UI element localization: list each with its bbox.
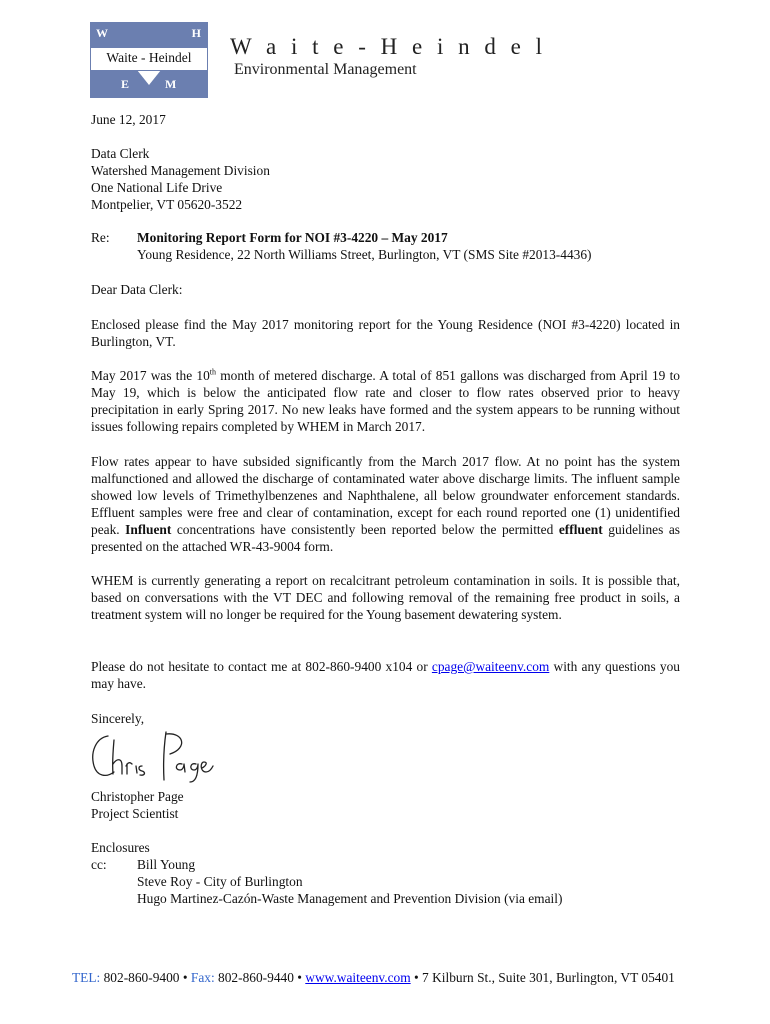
logo-letter-m: M [165, 77, 177, 91]
re-title: Monitoring Report Form for NOI #3-4220 – May 2017 [137, 230, 448, 245]
cc-list [137, 856, 562, 907]
paragraph-2 [91, 367, 680, 435]
signer-block [91, 788, 184, 822]
enclosures: Enclosures [91, 840, 150, 855]
p2-superscript: th [209, 367, 216, 377]
logo-letter-w: W [96, 26, 108, 40]
p5-text-a: Please do not hesitate to contact me at 802-860-9400 x104 or [91, 659, 432, 674]
re-label: Re: [91, 230, 110, 245]
re-subtitle: Young Residence, 22 North Williams Street, Burlington, VT (SMS Site #2013-4436) [137, 247, 592, 262]
p2-text-b: month of metered discharge. A total of 851 gallons was discharged from April 19 to May 19, which is below the anticipated flow rate and closer to flow rates observed prior to heavy precipitation in early Spring 2017. No new leaks have formed and the system appears to be running without issues following repairs completed by WHEM in March 2017. [91, 368, 680, 434]
handwritten-signature [86, 728, 216, 786]
footer-tel-label: TEL: [72, 970, 101, 985]
footer-tel: 802-860-9400 • [100, 970, 191, 985]
paragraph-5 [91, 658, 680, 692]
logo-letter-e: E [121, 77, 130, 91]
p2-text-a: May 2017 was the 10 [91, 368, 210, 383]
cc-item: Bill Young [137, 857, 196, 872]
p3-bold-effluent: effluent [558, 522, 603, 537]
salutation: Dear Data Clerk: [91, 282, 183, 297]
footer-address: • 7 Kilburn St., Suite 301, Burlington, VT 05401 [410, 970, 675, 985]
recipient-line: One National Life Drive [91, 180, 223, 195]
signer-title: Project Scientist [91, 806, 179, 821]
recipient-line: Data Clerk [91, 146, 150, 161]
footer-fax-label: Fax: [190, 970, 215, 985]
closing: Sincerely, [91, 711, 145, 726]
company-logo [90, 22, 208, 98]
p3-text-a: Flow rates appear to have subsided significantly from the March 2017 flow. At no point has the system malfunctioned and allowed the discharge of contaminated water above discharge limits. The influent sample showed low levels of Trimethylbenzenes and Naphthalene, all below groundwater enforcement standards. Effluent samples were free and clear of contamination, except for each round reported one (1) unidentified peak. [91, 454, 680, 537]
paragraph-1: Enclosed please find the May 2017 monitoring report for the Young Residence (NOI #3-4220) located in Burlington, VT. [91, 317, 680, 349]
brand-title: W a i t e - H e i n d e l [230, 34, 547, 59]
p5-text-b: with any questions you may have. [91, 659, 680, 691]
logo-band-text: Waite - Heindel [106, 50, 192, 65]
recipient-line: Watershed Management Division [91, 163, 270, 178]
logo-letter-h: H [191, 26, 201, 40]
logo-band [91, 47, 207, 71]
cc-item: Hugo Martinez-Cazón-Waste Management and Prevention Division (via email) [137, 891, 563, 906]
recipient-address [91, 145, 270, 213]
p3-bold-influent: Influent [125, 522, 172, 537]
signer-name: Christopher Page [91, 789, 184, 804]
footer-fax: 802-860-9440 • [214, 970, 306, 985]
p3-text-c: guidelines as presented on the attached WR-43-9004 form. [91, 522, 680, 554]
paragraph-4: WHEM is currently generating a report on recalcitrant petroleum contamination in soils. It is possible that, based on conversations with the VT DEC and following removal of the remaining free product in soils, a treatment system will no longer be required for the Young basement dewatering system. [91, 573, 680, 622]
cc-label: cc: [91, 857, 107, 872]
email-link[interactable]: cpage@waiteenv.com [431, 659, 550, 674]
p3-text-b: concentrations have consistently been reported below the permitted [171, 522, 559, 537]
recipient-line: Montpelier, VT 05620-3522 [91, 197, 243, 212]
cc-item: Steve Roy - City of Burlington [137, 874, 303, 889]
footer-website-link[interactable]: www.waiteenv.com [305, 970, 411, 985]
paragraph-3 [91, 453, 680, 555]
brand-subtitle: Environmental Management [234, 61, 417, 78]
letter-date: June 12, 2017 [91, 112, 166, 127]
footer [72, 970, 712, 986]
